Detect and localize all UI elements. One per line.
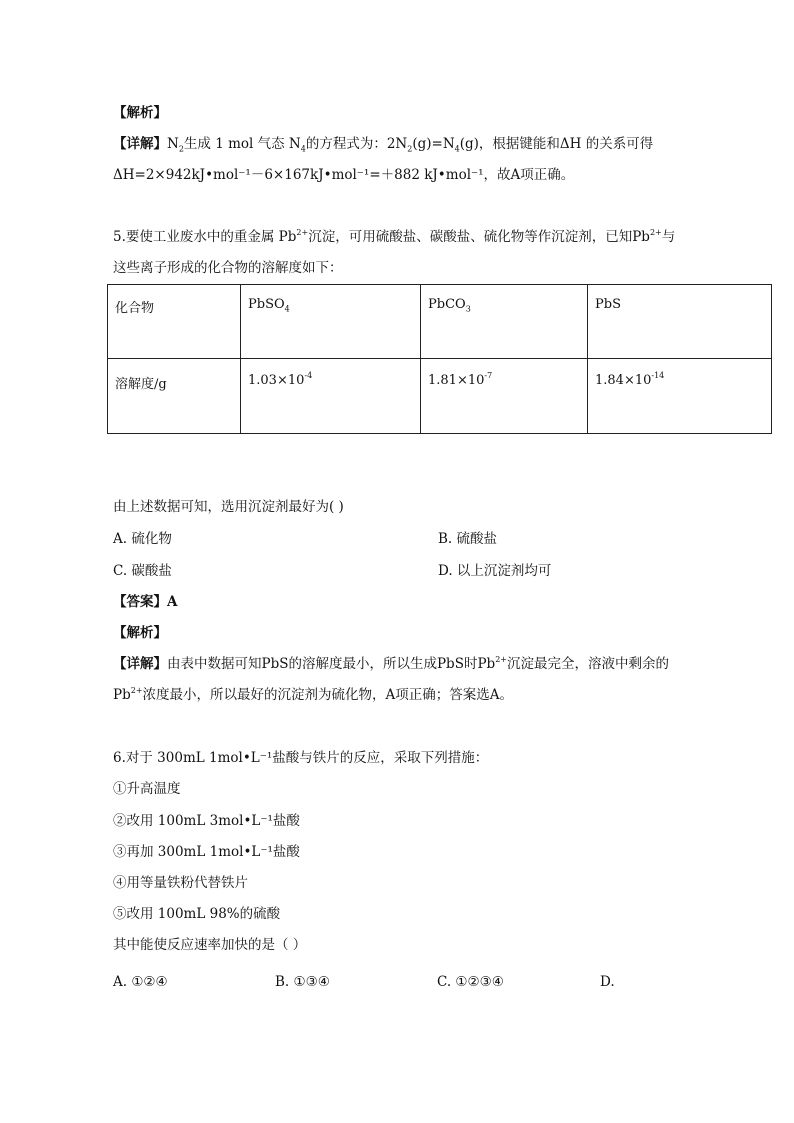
q5-analysis-heading: 【解析】 — [113, 625, 167, 641]
q5-detail-line2 — [113, 686, 513, 704]
table-cell-value-pbs: $1.84\times 10^{-14}$ — [588, 359, 772, 434]
q5-stem-line1 — [113, 228, 675, 246]
q4-detail-d: (g)=N — [412, 136, 455, 152]
table-cell-pbco3: PbCO$_3$ — [421, 285, 588, 359]
q5-stem-line2: 这些离子形成的化合物的溶解度如下： — [113, 260, 343, 276]
q5-stem1-b: 沉淀，可用硫酸盐、碳酸盐、硫化物等作沉淀剂，已知Pb — [308, 229, 650, 245]
q5-detail1-a: 由表中数据可知PbS的溶解度最小，所以生成PbS时Pb — [167, 656, 496, 672]
q5-detail-sup-a: 2+ — [495, 654, 507, 664]
q4-analysis-heading: 【解析】 — [113, 105, 167, 121]
q4-detail-e: (g)，根据键能和ΔH 的关系可得 — [459, 136, 654, 152]
q5-answer: 【答案】A — [113, 594, 178, 610]
q6-item-3: ③再加 300mL 1mol•L⁻¹盐酸 — [113, 844, 300, 860]
q6-question: 其中能使反应速率加快的是（ ） — [113, 937, 307, 953]
q6-item-4: ④用等量铁粉代替铁片 — [113, 875, 248, 891]
q4-sub-4b: 4 — [454, 144, 460, 154]
q6-stem: 6.对于 300mL 1mol•L⁻¹盐酸与铁片的反应，采取下列措施： — [113, 750, 489, 766]
q4-sub-2b: 2 — [407, 144, 413, 154]
q6-option-b: B. ①③④ — [275, 974, 330, 990]
q6-option-a: A. ①②④ — [113, 974, 168, 990]
table-row-solubility — [108, 359, 772, 434]
table-header-row — [108, 285, 772, 359]
table-cell-pbso4: PbSO$_4$ — [241, 285, 421, 359]
q4-sub-2a: 2 — [178, 144, 184, 154]
q6-option-c: C. ①②③④ — [437, 974, 504, 990]
q4-sub-4a: 4 — [300, 144, 306, 154]
q5-stem1-c: 与 — [661, 229, 676, 245]
q5-detail-line1 — [113, 655, 669, 673]
q5-stem1-a: 5.要使工业废水中的重金属 Pb — [113, 229, 297, 245]
table-cell-value-pbso4: $1.03\times 10^{-4}$ — [241, 359, 421, 434]
q4-detail-tag: 【详解】 — [113, 136, 167, 152]
table-cell-pbs: PbS — [588, 285, 772, 359]
q5-sup-2plus-a: 2+ — [296, 227, 309, 237]
q5-detail1-b: 沉淀最完全，溶液中剩余的 — [506, 656, 669, 672]
q5-option-a: A. 硫化物 — [113, 531, 172, 547]
q6-item-5: ⑤改用 100mL 98%的硫酸 — [113, 906, 281, 922]
q5-detail-tag: 【详解】 — [113, 656, 167, 672]
q5-detail-sup-b: 2+ — [130, 685, 143, 695]
q4-detail-c: 的方程式为：2N — [305, 136, 408, 152]
table-cell-solubility-label: 溶解度/g — [108, 359, 241, 434]
q5-sup-2plus-b: 2+ — [649, 227, 662, 237]
q6-option-d: D. — [600, 974, 615, 990]
q5-option-d: D. 以上沉淀剂均可 — [438, 563, 552, 579]
table-cell-compound-label: 化合物 — [108, 285, 241, 359]
q5-option-c: C. 碳酸盐 — [113, 563, 172, 579]
q6-item-1: ①升高温度 — [113, 781, 181, 797]
q4-detail-line — [113, 135, 653, 153]
solubility-table — [107, 284, 772, 434]
table-cell-value-pbco3: $1.81\times 10^{-7}$ — [421, 359, 588, 434]
q4-detail-b: 生成 1 mol 气态 N — [183, 136, 301, 152]
q5-option-b: B. 硫酸盐 — [438, 531, 498, 547]
q5-detail2-b: 浓度最小，所以最好的沉淀剂为硫化物，A项正确；答案选A。 — [142, 687, 514, 703]
q5-question: 由上述数据可知，选用沉淀剂最好为( ) — [113, 499, 344, 515]
q6-item-2: ②改用 100mL 3mol•L⁻¹盐酸 — [113, 813, 300, 829]
q4-calc-line: ΔH=2×942kJ•mol⁻¹－6×167kJ•mol⁻¹=＋882 kJ•mol⁻¹，故A项正确。 — [113, 167, 575, 183]
q4-detail-a: N — [167, 136, 179, 152]
q5-detail2-a: Pb — [113, 687, 131, 703]
